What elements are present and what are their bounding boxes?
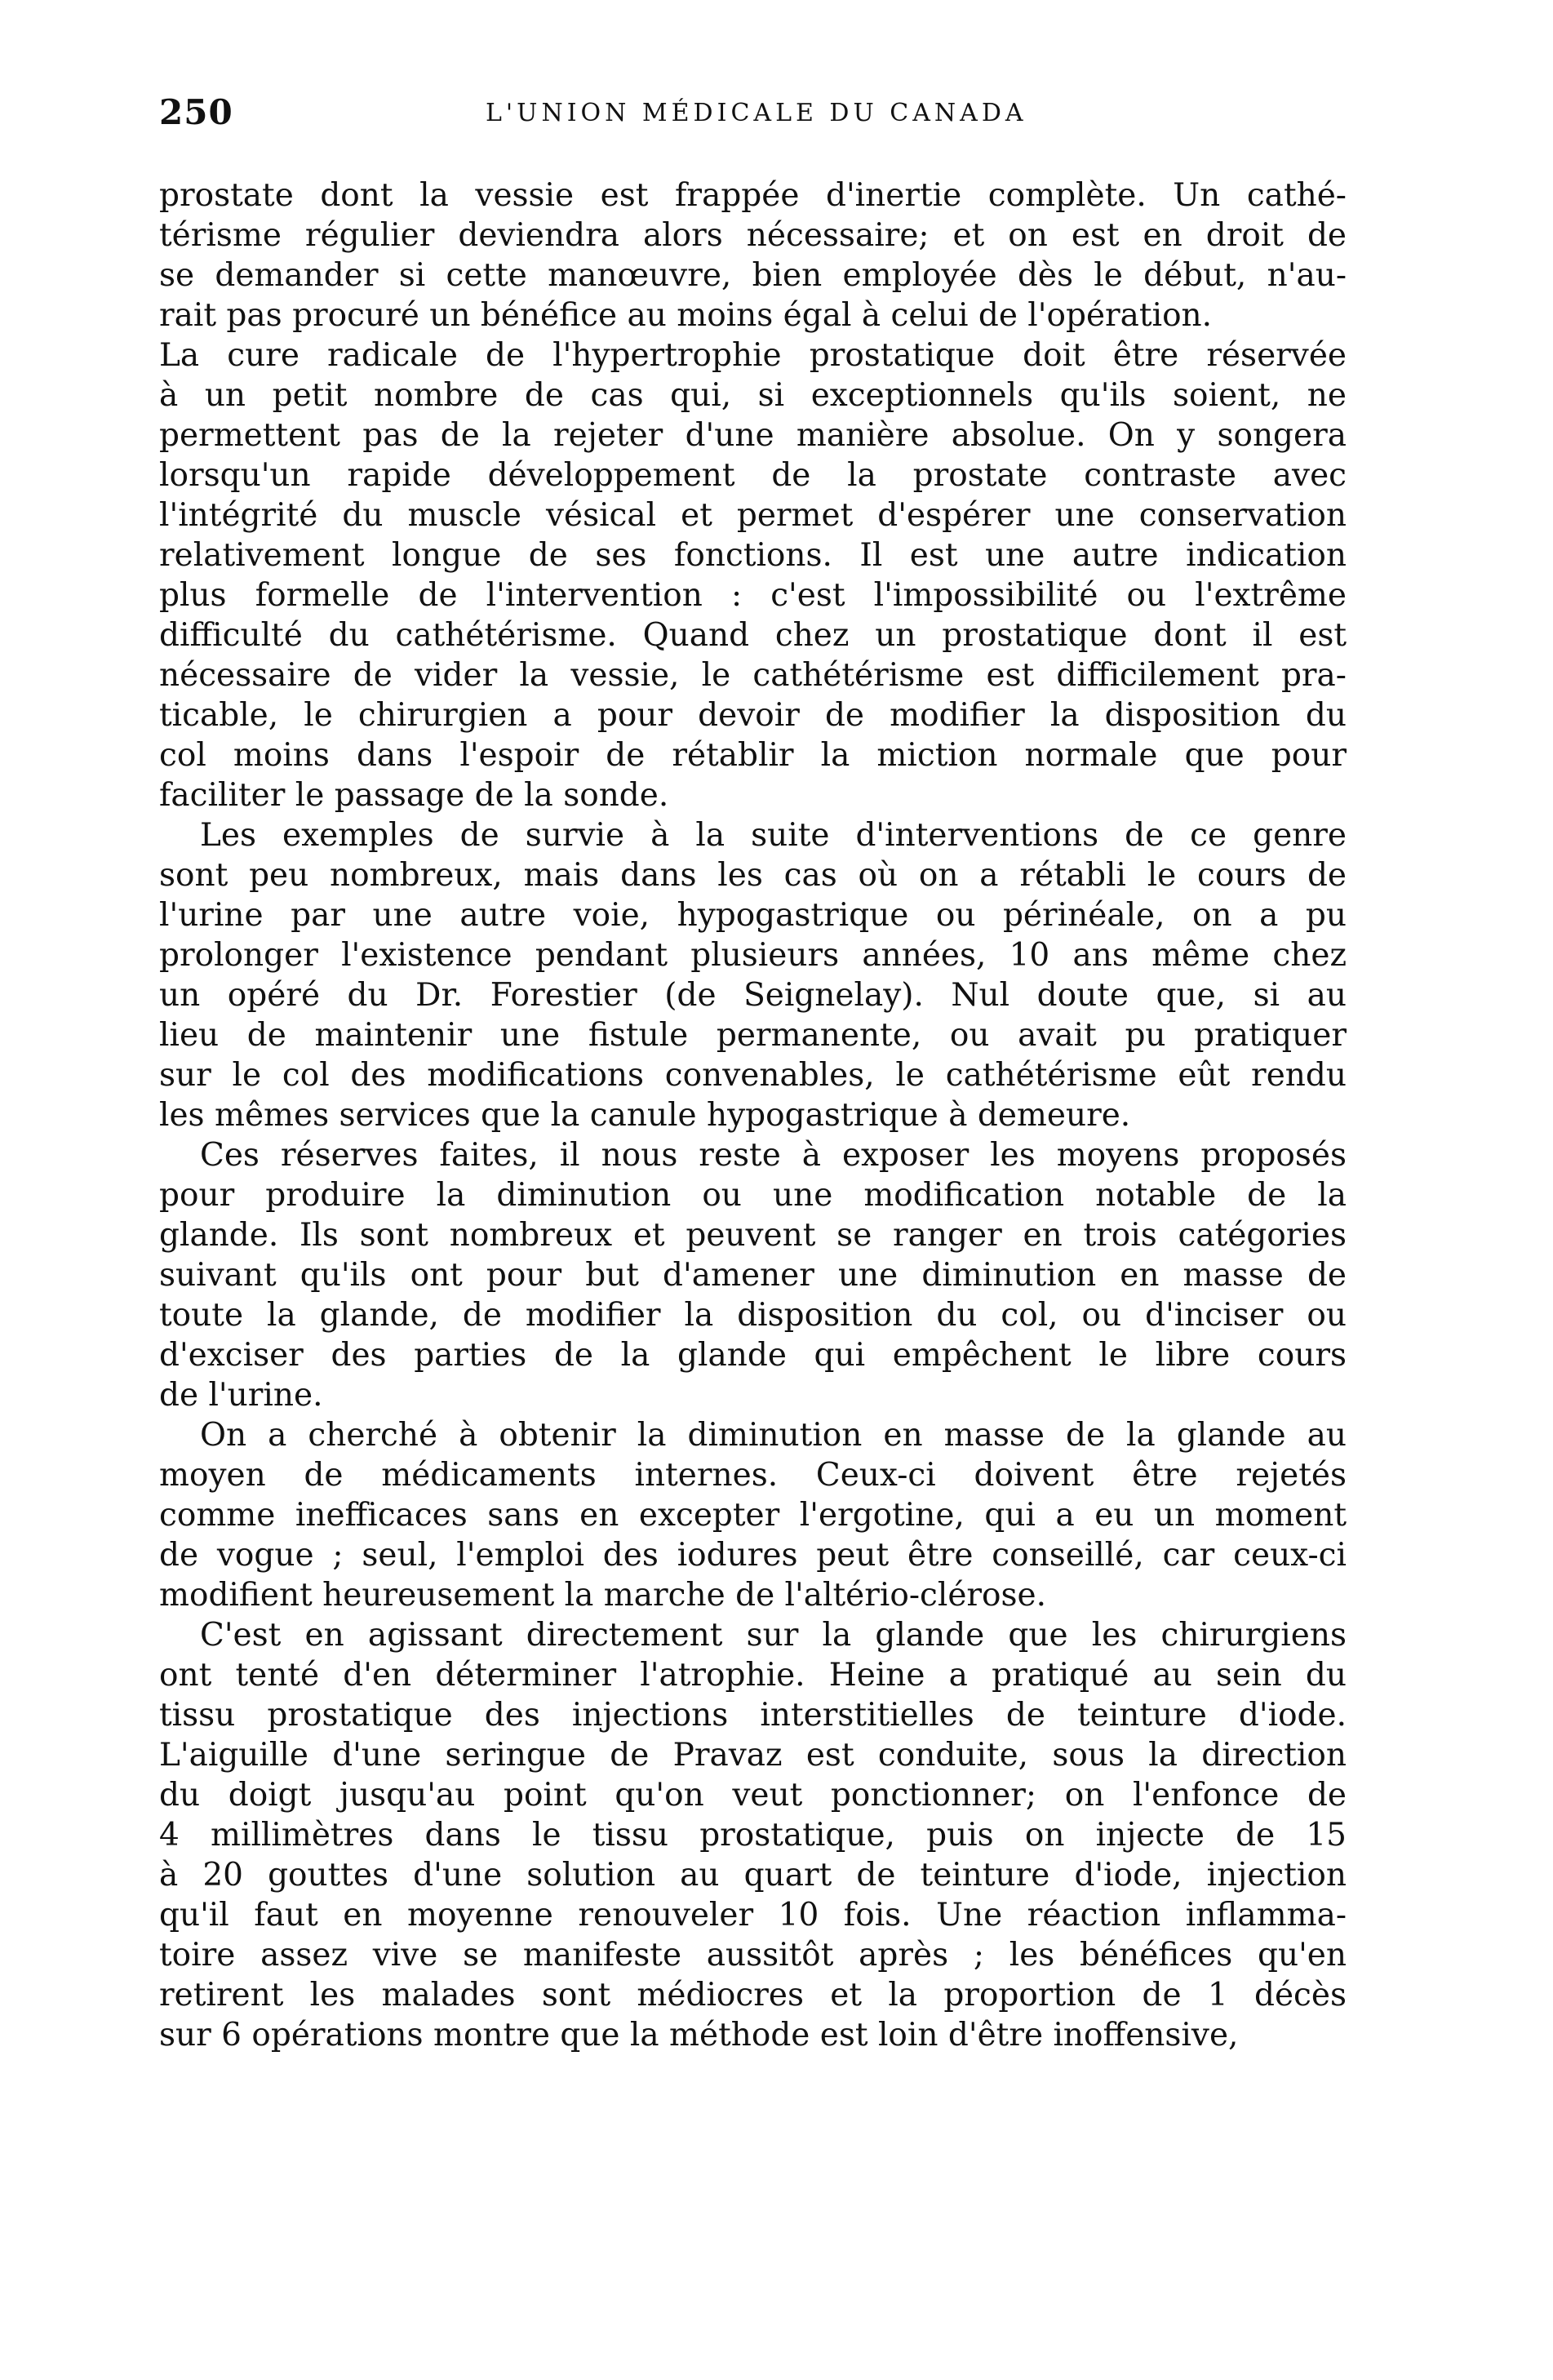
text-line: retirent les malades sont médiocres et la proportion de 1 décès bbox=[159, 1977, 1347, 2014]
paragraph bbox=[159, 175, 1347, 335]
text-line: prolonger l'existence pendant plusieurs années, 10 ans même chez bbox=[159, 937, 1347, 974]
text-line: suivant qu'ils ont pour but d'amener une diminution en masse de bbox=[159, 1257, 1347, 1294]
text-line: permettent pas de la rejeter d'une manière absolue. On y songera bbox=[159, 417, 1347, 454]
text-line: sur 6 opérations montre que la méthode est loin d'être inoffensive, bbox=[159, 2017, 1239, 2054]
text-line: qu'il faut en moyenne renouveler 10 fois. Une réaction inflamma- bbox=[159, 1897, 1347, 1934]
text-line: tissu prostatique des injections interstitielles de teinture d'iode. bbox=[159, 1697, 1347, 1734]
text-line: col moins dans l'espoir de rétablir la miction normale que pour bbox=[159, 737, 1347, 774]
paragraph bbox=[159, 335, 1347, 815]
running-head: L'UNION MÉDICALE DU CANADA bbox=[486, 99, 1027, 127]
text-line: moyen de médicaments internes. Ceux-ci doivent être rejetés bbox=[159, 1457, 1347, 1494]
text-line: faciliter le passage de la sonde. bbox=[159, 777, 669, 814]
text-line: l'urine par une autre voie, hypogastrique ou périnéale, on a pu bbox=[159, 897, 1347, 934]
text-line: Ces réserves faites, il nous reste à exposer les moyens proposés bbox=[200, 1137, 1347, 1174]
text-line: 4 millimètres dans le tissu prostatique, puis on injecte de 15 bbox=[159, 1817, 1347, 1854]
text-line: sont peu nombreux, mais dans les cas où on a rétabli le cours de bbox=[159, 857, 1347, 894]
text-line: modifient heureusement la marche de l'altério-clérose. bbox=[159, 1577, 1047, 1614]
text-line: lieu de maintenir une fistule permanente, ou avait pu pratiquer bbox=[159, 1017, 1347, 1054]
text-line: lorsqu'un rapide développement de la prostate contraste avec bbox=[159, 457, 1347, 494]
text-line: de vogue ; seul, l'emploi des iodures peut être conseillé, car ceux-ci bbox=[159, 1537, 1347, 1574]
text-line: nécessaire de vider la vessie, le cathétérisme est difficilement pra- bbox=[159, 657, 1347, 694]
text-line: C'est en agissant directement sur la glande que les chirurgiens bbox=[200, 1617, 1347, 1654]
text-line: ont tenté d'en déterminer l'atrophie. Heine a pratiqué au sein du bbox=[159, 1657, 1347, 1694]
text-line: à 20 gouttes d'une solution au quart de teinture d'iode, injection bbox=[159, 1857, 1347, 1894]
text-line: les mêmes services que la canule hypogastrique à demeure. bbox=[159, 1097, 1131, 1134]
text-line: térisme régulier deviendra alors nécessaire; et on est en droit de bbox=[159, 217, 1347, 254]
text-line: l'intégrité du muscle vésical et permet d'espérer une conservation bbox=[159, 497, 1347, 534]
text-line: relativement longue de ses fonctions. Il est une autre indication bbox=[159, 537, 1347, 574]
text-line: difficulté du cathétérisme. Quand chez un prostatique dont il est bbox=[159, 617, 1347, 654]
page-number: 250 bbox=[159, 92, 233, 132]
text-line: On a cherché à obtenir la diminution en masse de la glande au bbox=[200, 1417, 1347, 1454]
text-line: Les exemples de survie à la suite d'interventions de ce genre bbox=[200, 817, 1347, 854]
text-line: glande. Ils sont nombreux et peuvent se ranger en trois catégories bbox=[159, 1217, 1347, 1254]
text-line: à un petit nombre de cas qui, si exceptionnels qu'ils soient, ne bbox=[159, 377, 1347, 414]
text-line: pour produire la diminution ou une modification notable de la bbox=[159, 1177, 1347, 1214]
paragraph bbox=[159, 1615, 1347, 2055]
text-line: sur le col des modifications convenables, le cathétérisme eût rendu bbox=[159, 1057, 1347, 1094]
text-line: L'aiguille d'une seringue de Pravaz est conduite, sous la direction bbox=[159, 1737, 1347, 1774]
text-line: de l'urine. bbox=[159, 1377, 323, 1414]
text-line: La cure radicale de l'hypertrophie prostatique doit être réservée bbox=[159, 337, 1347, 374]
text-line: ticable, le chirurgien a pour devoir de modifier la disposition du bbox=[159, 697, 1347, 734]
text-line: toire assez vive se manifeste aussitôt après ; les bénéfices qu'en bbox=[159, 1937, 1347, 1974]
paragraph bbox=[159, 815, 1347, 1135]
paragraph bbox=[159, 1135, 1347, 1415]
paragraph bbox=[159, 1415, 1347, 1615]
text-line: d'exciser des parties de la glande qui empêchent le libre cours bbox=[159, 1337, 1347, 1374]
text-line: rait pas procuré un bénéfice au moins égal à celui de l'opération. bbox=[159, 297, 1213, 334]
text-line: plus formelle de l'intervention : c'est l'impossibilité ou l'extrême bbox=[159, 577, 1347, 614]
body-text bbox=[159, 175, 1347, 2055]
text-line: un opéré du Dr. Forestier (de Seignelay). Nul doute que, si au bbox=[159, 977, 1347, 1014]
text-line: se demander si cette manœuvre, bien employée dès le début, n'au- bbox=[159, 257, 1347, 294]
text-line: prostate dont la vessie est frappée d'inertie complète. Un cathé- bbox=[159, 177, 1347, 214]
text-line: du doigt jusqu'au point qu'on veut ponctionner; on l'enfonce de bbox=[159, 1777, 1347, 1814]
page-header bbox=[159, 92, 1342, 141]
text-line: comme inefficaces sans en excepter l'ergotine, qui a eu un moment bbox=[159, 1497, 1347, 1534]
text-line: toute la glande, de modifier la disposition du col, ou d'inciser ou bbox=[159, 1297, 1347, 1334]
